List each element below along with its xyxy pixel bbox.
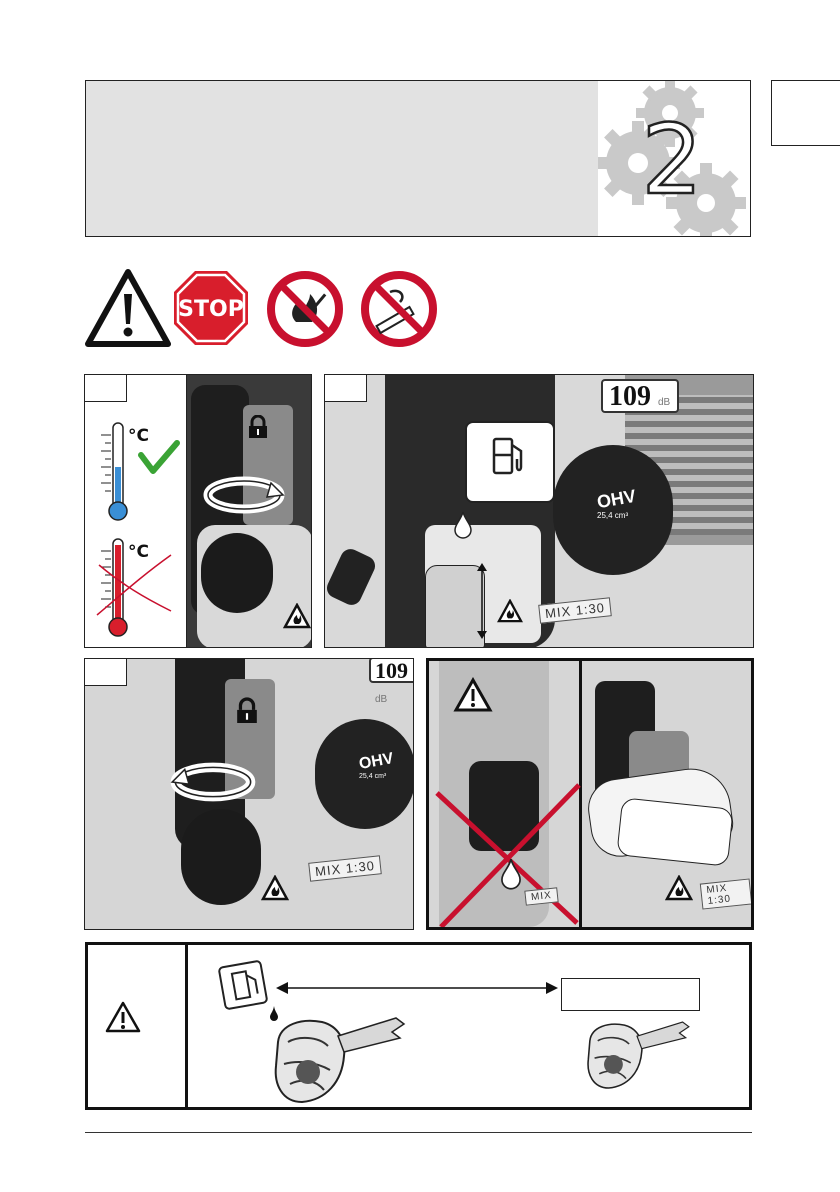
engine-photo [186, 375, 312, 648]
mix-ratio-label: MIX 1:30 [538, 597, 612, 623]
fuel-callout-box [465, 421, 555, 503]
engine-cover [315, 719, 414, 829]
sound-level-plate [601, 379, 679, 413]
warning-triangle-icon [84, 268, 172, 348]
thermometers [93, 415, 183, 645]
stop-sign-label: STOP [178, 297, 244, 322]
cleaning-cloth [616, 797, 733, 866]
rotate-arrow-icon [169, 759, 257, 805]
forbidden-cross-icon [429, 771, 585, 930]
lock-icon [247, 415, 269, 439]
step-close-panel [84, 658, 414, 930]
sound-level-unit: dB [658, 397, 671, 408]
step-spill-panel [426, 658, 754, 930]
stop-sign-icon [173, 270, 249, 346]
sound-level-value: 109 [609, 381, 651, 412]
engine-badge: OHV [595, 485, 638, 513]
chapter-gear-panel [598, 81, 750, 236]
sound-level-value: 109 [375, 658, 408, 683]
fuel-drop-icon [453, 510, 473, 540]
flammable-warning-icon [497, 599, 523, 623]
rotate-arrow-icon [203, 473, 285, 517]
warning-triangle-icon [104, 1000, 142, 1034]
flammable-warning-icon [665, 875, 693, 901]
chapter-tab [771, 80, 840, 146]
no-smoking-icon [360, 270, 438, 348]
sound-level-unit: dB [375, 694, 388, 705]
fuel-cap [324, 546, 378, 608]
distance-value-box [561, 978, 700, 1011]
footer-rule [85, 1132, 752, 1133]
gears-icon [598, 81, 750, 236]
step-number-box [85, 375, 127, 402]
fuel-drop-icon [499, 857, 523, 891]
fuel-pump-icon [491, 435, 527, 479]
flammable-warning-icon [261, 875, 289, 901]
mix-ratio-label-partial: MIX [524, 887, 558, 905]
warning-triangle-icon [453, 677, 493, 713]
fill-level-arrow-icon [475, 561, 489, 641]
leaf-blower-icon [582, 1014, 692, 1096]
step-temperature-lock-panel [84, 374, 312, 648]
chapter-number: 2 [641, 104, 703, 216]
engine-badge: OHV [357, 750, 395, 773]
engine-capacity: 25,4 cm³ [597, 511, 629, 520]
mix-ratio-label: MIX 1:30 [308, 855, 382, 881]
step-number-box [325, 375, 367, 402]
no-open-flame-icon [266, 270, 344, 348]
flammable-warning-icon [283, 603, 311, 629]
checkmark-icon [141, 443, 177, 471]
sound-level-plate [369, 658, 414, 705]
celsius-unit-label-1: °C [128, 426, 149, 446]
step-number-box [85, 659, 127, 686]
engine-cover [553, 445, 673, 575]
distance-arrow-icon [274, 978, 560, 998]
mix-ratio-label: MIX 1:30 [700, 878, 752, 909]
fuel-cap [181, 809, 261, 905]
lock-icon [235, 697, 259, 725]
leaf-blower-icon [268, 1012, 408, 1108]
engine-capacity: 25,4 cm³ [359, 773, 387, 780]
celsius-unit-label-2: °C [128, 542, 149, 562]
step-fueling-panel [324, 374, 754, 648]
